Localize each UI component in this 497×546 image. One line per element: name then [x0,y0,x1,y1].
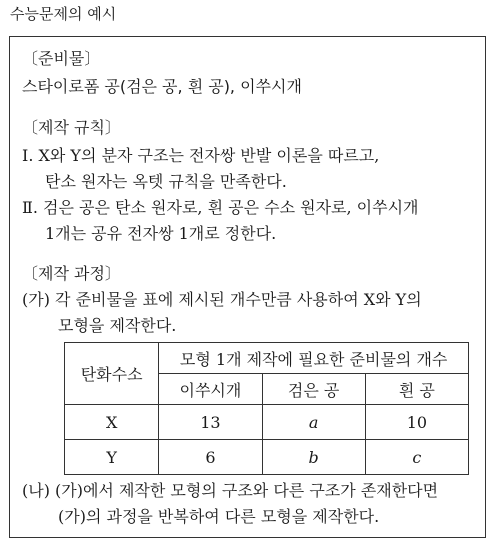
rule-1-line-1: Ⅰ. X와 Y의 분자 구조는 전자쌍 반발 이론을 따르고, [22,146,380,165]
rule-2-line-1: Ⅱ. 검은 공은 탄소 원자로, 흰 공은 수소 원자로, 이쑤시개 [22,198,419,217]
materials-table [64,342,469,475]
cell-toothpick: 6 [159,440,262,475]
column-header-black-ball: 검은 공 [262,374,365,405]
step-b-line-1: (나) (가)에서 제작한 모형의 구조와 다른 구조가 존재한다면 [22,481,439,500]
cell-white-ball: c [365,440,468,475]
step-a-line-2: 모형을 제작한다. [58,316,177,335]
table-group-header: 모형 1개 제작에 필요한 준비물의 개수 [159,343,469,374]
materials-items: 스타이로폼 공(검은 공, 흰 공), 이쑤시개 [22,77,302,96]
rule-1-line-2: 탄소 원자는 옥텟 규칙을 만족한다. [45,172,287,191]
cell-black-ball: b [262,440,365,475]
row-name: Y [65,440,159,475]
cell-white-ball: 10 [365,405,468,440]
column-header-toothpick: 이쑤시개 [159,374,262,405]
step-a-line-1: (가) 각 준비물을 표에 제시된 개수만큼 사용하여 X와 Y의 [22,290,422,309]
cell-black-ball: a [262,405,365,440]
row-name: X [65,405,159,440]
table-row-header: 탄화수소 [65,343,159,405]
column-header-white-ball: 흰 공 [365,374,468,405]
rule-2-line-2: 1개는 공유 전자쌍 1개로 정한다. [45,224,277,243]
rules-heading: 〔제작 규칙〕 [22,118,121,137]
cell-toothpick: 13 [159,405,262,440]
page-title: 수능문제의 예시 [10,5,117,23]
table-row [65,405,469,440]
table-row [65,440,469,475]
process-heading: 〔제작 과정〕 [22,264,121,283]
materials-heading: 〔준비물〕 [22,49,101,68]
step-b-line-2: (가)의 과정을 반복하여 다른 모형을 제작한다. [58,507,380,526]
